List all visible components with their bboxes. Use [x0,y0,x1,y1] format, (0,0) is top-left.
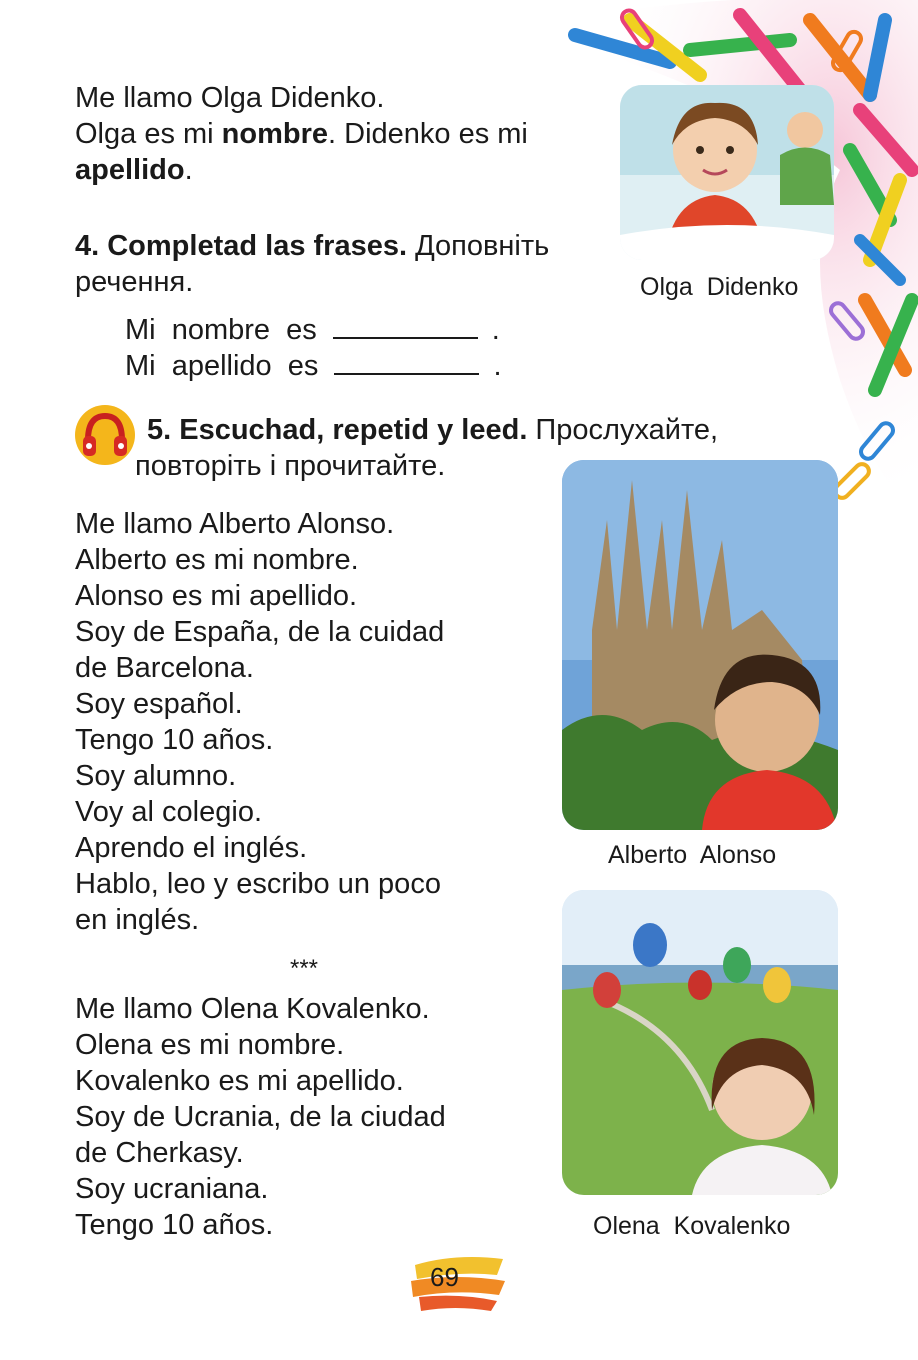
text-line: Soy ucraniana. [75,1173,269,1205]
olena-caption: Olena Kovalenko [593,1212,791,1240]
text-line: Tengo 10 años. [75,1209,274,1241]
exercise-5-translation: Прослухайте, [527,414,719,446]
alberto-text [75,506,545,938]
sentence-apellido [125,348,545,384]
exercise-5-heading [135,412,795,448]
exercise-4-title: 4. Completad las frases. [75,230,408,262]
intro-text: . [184,154,193,186]
exercise-4-translation-line: речення. [75,266,194,298]
sentence-label: Mi nombre es [125,314,317,346]
intro-line [75,116,595,152]
exercise-4-translation: Доповніть [407,230,550,262]
text-line: Soy de España, de la cuidad [75,616,445,648]
sentence-period: . [493,350,502,382]
intro-line [75,152,595,188]
text-line: Alonso es mi apellido. [75,580,358,612]
sentence-period: . [491,314,500,346]
answer-blank-nombre[interactable] [333,315,478,339]
exercise-4-sentences [125,312,545,384]
intro-text: . Didenko es mi [328,118,528,150]
intro-block [75,80,595,188]
text-line: Kovalenko es mi apellido. [75,1065,404,1097]
sentence-label: Mi apellido es [125,350,319,382]
exercise-5-translation-line: повторіть і прочитайте. [135,450,446,482]
exercise-4-instruction [75,228,595,300]
exercise-4-heading [75,228,595,264]
text-line: en inglés. [75,904,200,936]
page-number: 69 [430,1262,459,1292]
section-separator: *** [290,955,319,982]
text-line: Hablo, leo y escribo un poco [75,868,441,900]
text-line: Aprendo el inglés. [75,832,308,864]
text-line: Me llamo Olena Kovalenko. [75,993,430,1025]
text-line: Voy al colegio. [75,796,263,828]
text-line: Soy de Ucrania, de la ciudad [75,1101,446,1133]
text-line: Me llamo Alberto Alonso. [75,508,395,540]
olga-photo [620,85,834,260]
olena-text [75,991,545,1243]
olga-caption: Olga Didenko [640,273,799,301]
text-line: Alberto es mi nombre. [75,544,359,576]
olena-photo [562,890,838,1195]
text-line: de Cherkasy. [75,1137,244,1169]
keyword-nombre: nombre [221,118,329,150]
sentence-nombre [125,312,545,348]
text-line: Tengo 10 años. [75,724,274,756]
intro-line: Me llamo Olga Didenko. [75,82,385,114]
text-line: Olena es mi nombre. [75,1029,345,1061]
text-line: de Barcelona. [75,652,254,684]
answer-blank-apellido[interactable] [334,351,479,375]
headphones-icon[interactable] [74,404,136,466]
alberto-photo [562,460,838,830]
text-line: Soy alumno. [75,760,237,792]
text-line: Soy español. [75,688,243,720]
alberto-caption: Alberto Alonso [608,841,777,869]
keyword-apellido: apellido [75,154,185,186]
exercise-5-title: 5. Escuchad, repetid y leed. [147,414,528,446]
intro-text: Olga es mi [75,118,222,150]
